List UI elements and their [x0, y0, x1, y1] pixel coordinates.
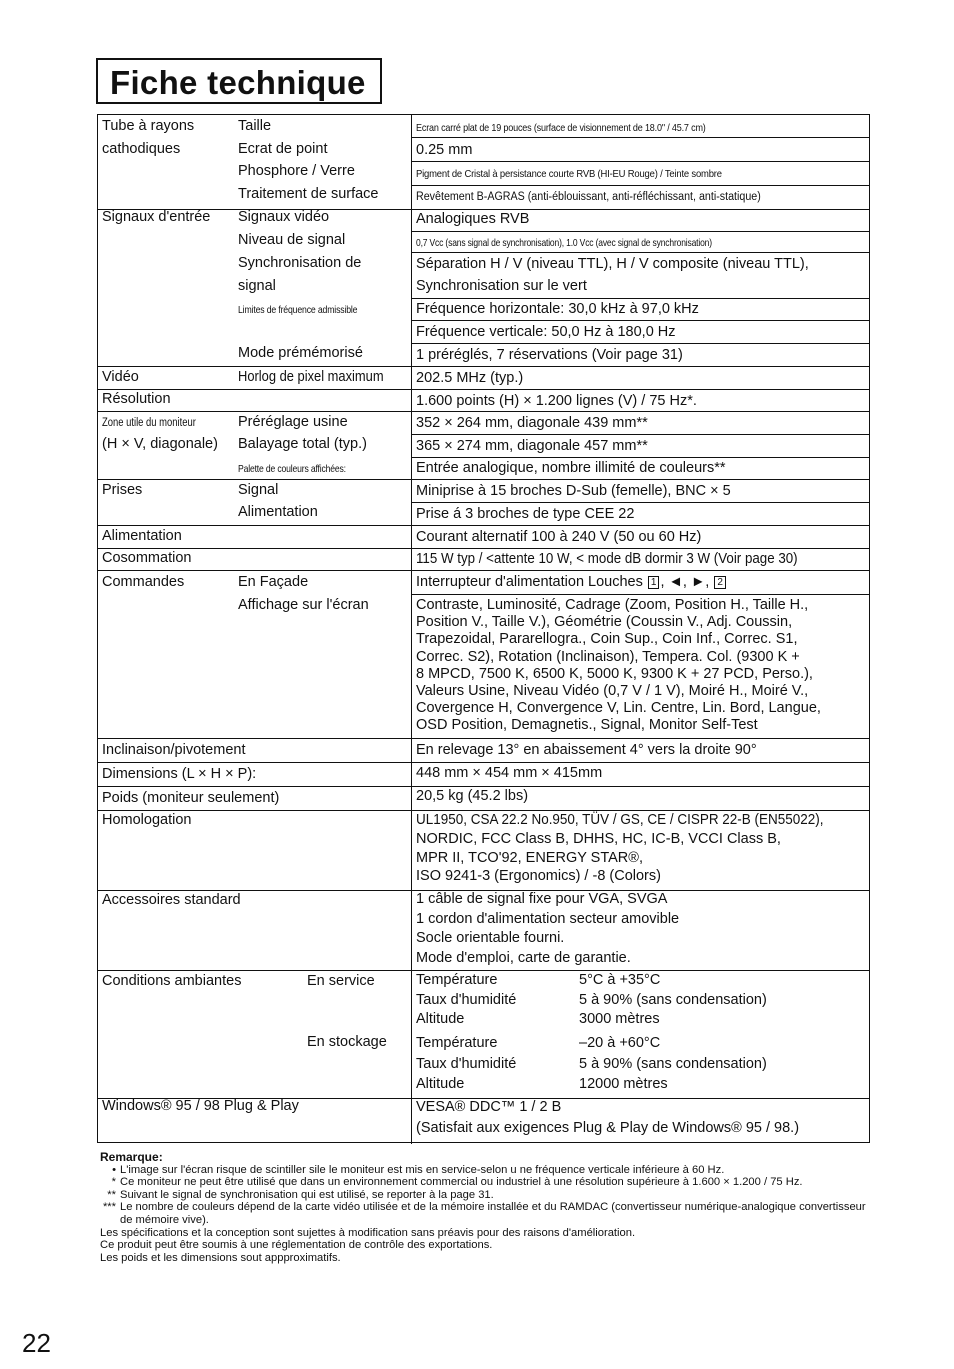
key-2-icon: 2	[714, 576, 726, 589]
row-label-video: Vidéo	[102, 369, 139, 385]
sub-label: Palette de couleurs affichées:	[238, 463, 346, 475]
row-label-windows: Windows® 95 / 98 Plug & Play	[102, 1098, 299, 1114]
page-title: Fiche technique	[110, 64, 366, 101]
value: 1 préréglés, 7 réservations (Voir page 31)	[416, 347, 683, 363]
value-accessoires: 1 câble de signal fixe pour VGA, SVGA 1 cordon d'alimentation secteur amovible Socle orientable fourni. Mode d'emploi, carte de garantie.	[416, 891, 680, 966]
row-label-tube: Tube à rayons	[102, 118, 195, 134]
value: Analogiques RVB	[416, 211, 530, 227]
row-label-resolution: Résolution	[102, 391, 171, 407]
value: 0,7 Vcc (sans signal de synchronisation), 1.0 Vcc (avec signal de synchronisation)	[416, 237, 712, 249]
value: Miniprise à 15 broches D-Sub (femelle), BNC × 5	[416, 483, 731, 499]
notes-section	[100, 1151, 870, 1264]
sub-label: signal	[238, 278, 276, 294]
spec-table	[97, 114, 870, 1143]
row-label-poids: Poids (moniteur seulement)	[102, 790, 280, 806]
page-number: 22	[22, 1328, 51, 1358]
row-label-homologation: Homologation	[102, 812, 192, 828]
sub-label: Alimentation	[238, 504, 318, 520]
page-title-box	[96, 58, 382, 104]
sub-label: En stockage	[307, 1034, 387, 1050]
sub-label: Synchronisation de	[238, 255, 362, 271]
sub-label: En service	[307, 973, 375, 989]
row-label-zone: Zone utile du moniteur	[102, 417, 196, 429]
row-label-tube-2: cathodiques	[102, 141, 181, 157]
col-divider	[411, 718, 412, 738]
row-label-dimensions: Dimensions (L × H × P):	[102, 766, 257, 782]
value: En relevage 13° en abaissement 4° vers la droite 90°	[416, 742, 757, 758]
value-service-labels: Température Taux d'humidité Altitude	[416, 972, 517, 1027]
value: Synchronisation sur le vert	[416, 278, 587, 294]
value: 202.5 MHz (typ.)	[416, 370, 524, 386]
value: Fréquence verticale: 50,0 Hz à 180,0 Hz	[416, 324, 676, 340]
note-item: *** Le nombre de couleurs dépend de la carte vidéo utilisée et de la mémoire installée et du RAMDAC (convertisseur numérique-analogique convertisseur de mémoire vive).	[102, 1201, 866, 1226]
key-left-icon: ◄	[668, 574, 683, 590]
row-label-inclinaison: Inclinaison/pivotement	[102, 742, 246, 758]
note-item: • L'image sur l'écran risque de scintiller sile le moniteur est mis en service-selon u ne fréquence verticale inférieure à 60 Hz.	[112, 1163, 725, 1176]
sub-label: Balayage total (typ.)	[238, 436, 367, 452]
sub-label: Affichage sur l'écran	[238, 597, 369, 613]
sub-label: Ecrat de point	[238, 141, 328, 157]
value: Pigment de Cristal à persistance courte RVB (HI-EU Rouge) / Teinte sombre	[416, 168, 722, 180]
value: Courant alternatif 100 à 240 V (50 ou 60 Hz)	[416, 529, 702, 545]
row-label-conditions: Conditions ambiantes	[102, 973, 242, 989]
value: 20,5 kg (45.2 lbs)	[416, 788, 529, 804]
value: 0.25 mm	[416, 142, 473, 158]
footer-line: Les poids et les dimensions sout appproximatifs.	[100, 1251, 341, 1264]
value: NORDIC, FCC Class B, DHHS, HC, IC-B, VCCI Class B,	[416, 831, 781, 847]
value: ISO 9241-3 (Ergonomics) / -8 (Colors)	[416, 868, 661, 884]
key-1-icon: 1	[648, 576, 660, 589]
row-label-zone-2: (H × V, diagonale)	[102, 436, 218, 452]
sub-label: Limites de fréquence admissible	[238, 304, 358, 316]
footer-line: Ce produit peut être soumis à une réglementation de contrôle des exportations.	[100, 1239, 493, 1252]
value: Prise á 3 broches de type CEE 22	[416, 506, 635, 522]
sub-label: Préréglage usine	[238, 414, 348, 430]
value: Séparation H / V (niveau TTL), H / V composite (niveau TTL),	[416, 256, 809, 272]
note-item: ** Suivant le signal de synchronisation qui est utilisé, se reporter à la page 31.	[107, 1188, 494, 1201]
row-label-signaux: Signaux d'entrée	[102, 209, 211, 225]
value-service-values: 5°C à +35°C 5 à 90% (sans condensation) 3000 mètres	[579, 972, 767, 1027]
value-stockage-labels: Température Taux d'humidité Altitude	[416, 1035, 517, 1092]
row-label-consommation: Cosommation	[102, 550, 192, 566]
value-stockage-values: –20 à +60°C 5 à 90% (sans condensation) 12000 mètres	[579, 1035, 767, 1092]
value: 115 W typ / <attente 10 W, < mode dB dormir 3 W (Voir page 30)	[416, 551, 798, 567]
value: Revêtement B-AGRAS (anti-éblouissant, anti-réfléchissant, anti-statique)	[416, 191, 761, 203]
value: 365 × 274 mm, diagonale 457 mm**	[416, 438, 648, 454]
note-item: * Ce moniteur ne peut être utilisé que dans un environnement commercial ou industriel à une résolution supérieure à 1.600 × 1.200 / 75 Hz.	[111, 1176, 803, 1189]
row-label-prises: Prises	[102, 482, 143, 498]
value: Entrée analogique, nombre illimité de couleurs**	[416, 460, 726, 476]
value: Fréquence horizontale: 30,0 kHz à 97,0 kHz	[416, 301, 699, 317]
sub-label: Signaux vidéo	[238, 209, 330, 225]
sub-label: En Façade	[238, 574, 309, 590]
col-divider	[411, 115, 412, 718]
sub-label: Horlog de pixel maximum	[238, 369, 384, 385]
row-label-accessoires: Accessoires standard	[102, 892, 241, 908]
value: (Satisfait aux exigences Plug & Play de Windows® 95 / 98.)	[416, 1120, 800, 1136]
sub-label: Traitement de surface	[238, 186, 379, 202]
sub-label: Phosphore / Verre	[238, 163, 355, 179]
value: Interrupteur d'alimentation Louches 1 , ◄, ►, 2	[416, 574, 727, 591]
sub-label: Niveau de signal	[238, 232, 346, 248]
value: Ecran carré plat de 19 pouces (surface de visionnement de 18.0" / 45.7 cm)	[416, 122, 706, 134]
row-label-alimentation: Alimentation	[102, 528, 182, 544]
value: 448 mm × 454 mm × 415mm	[416, 765, 603, 781]
sub-label: Mode prémémorisé	[238, 345, 363, 361]
sub-label: Taille	[238, 118, 272, 134]
value-osd-list: Contraste, Luminosité, Cadrage (Zoom, Position H., Taille H., Position V., Taille V.), Géométrie (Coussin V., Adj. Coussin, Trapezoidal, Pararellogra., Coin Sup., Coin Inf., Correc. S1, Correc. S2), Rotation (Inclinaison), Tempera. Col. (9300 K + 8 MPCD, 7500 K, 6500 K, 5000 K, 9300 K + 27 PCD, Perso.), Valeurs Usine, Niveau Vidéo (0,7 V / 1 V), Moiré H., Moiré V., Covergence H, Convergence V, Lin. Centre, Lin. Bord, Langue, OSD Position, Demagnetis., Signal, Monitor Self-Test	[416, 597, 821, 734]
value: UL1950, CSA 22.2 No.950, TÜV / GS, CE / CISPR 22-B (EN55022),	[416, 812, 824, 828]
value: 1.600 points (H) × 1.200 lignes (V) / 75 Hz*.	[416, 393, 697, 409]
key-right-icon: ►	[690, 574, 706, 590]
value: 352 × 264 mm, diagonale 439 mm**	[416, 415, 648, 431]
footer-line: Les spécifications et la conception sont sujettes à modification sans préavis pour des raisons d'amélioration.	[100, 1226, 636, 1239]
value: MPR II, TCO'92, ENERGY STAR®,	[416, 850, 643, 866]
value: VESA® DDC™ 1 / 2 B	[416, 1099, 562, 1115]
sub-label: Signal	[238, 482, 279, 498]
col-divider	[411, 738, 412, 1144]
row-label-commandes: Commandes	[102, 574, 185, 590]
notes-heading: Remarque:	[100, 1150, 163, 1164]
